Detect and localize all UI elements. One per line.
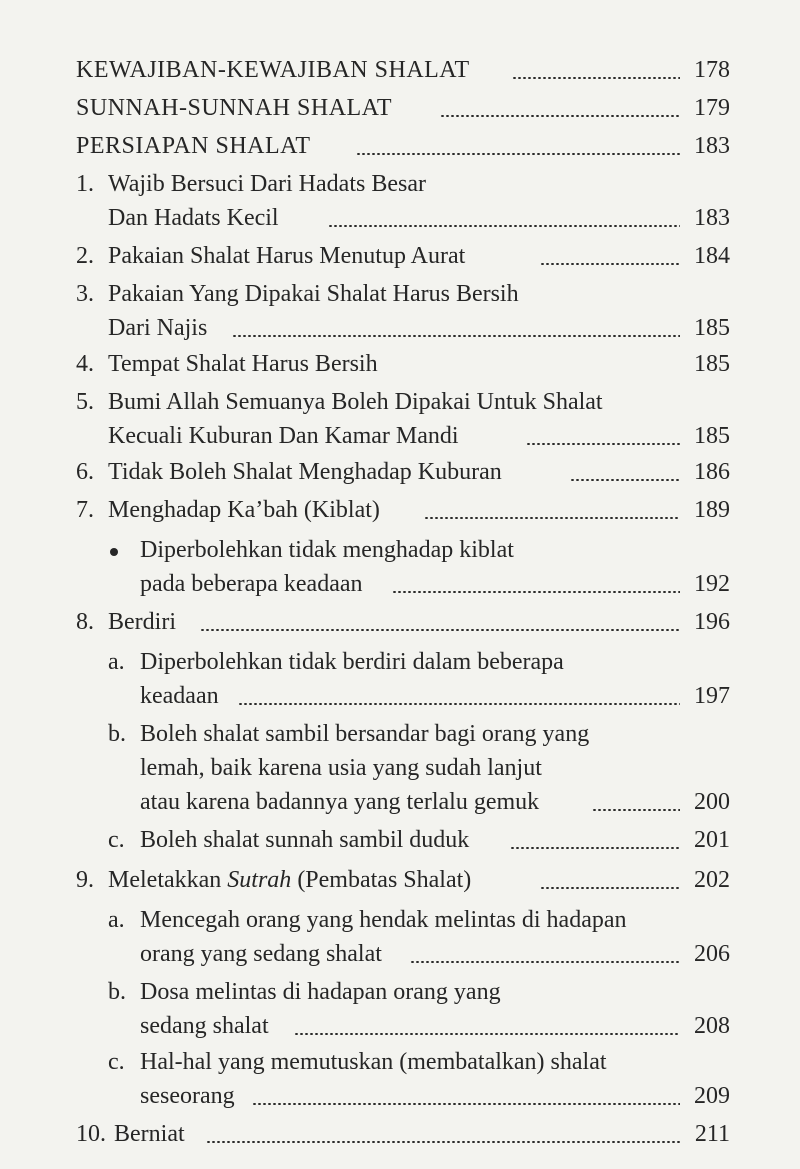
- toc-entry-page: 185: [694, 423, 730, 449]
- toc-entry: [0, 384, 800, 420]
- toc-entry: [0, 90, 800, 126]
- toc-entry-number: 5.: [76, 389, 94, 415]
- toc-entry-title: SUNNAH-SUNNAH SHALAT: [76, 95, 393, 121]
- toc-entry-title: Boleh shalat sambil bersandar bagi orang yang: [140, 721, 590, 747]
- toc-entry-title: Diperbolehkan tidak berdiri dalam beberapa: [140, 649, 564, 675]
- toc-entry: [0, 902, 800, 938]
- leader-dots: [294, 1033, 680, 1035]
- toc-entry-title: Berdiri: [108, 609, 176, 635]
- toc-entry-number: 9.: [76, 867, 94, 893]
- toc-entry-number: 2.: [76, 243, 94, 269]
- toc-entry: [0, 128, 800, 164]
- toc-entry-page: 184: [694, 243, 730, 269]
- toc-entry-title: seseorang: [140, 1083, 235, 1109]
- toc-entry-title: sedang shalat: [140, 1013, 269, 1039]
- toc-title-italic: Sutrah: [227, 867, 292, 893]
- leader-dots: [510, 847, 680, 849]
- toc-title-part: Meletakkan: [108, 867, 228, 893]
- toc-entry-continuation: [0, 1008, 800, 1044]
- toc-entry-number: 8.: [76, 609, 94, 635]
- toc-entry-page: 197: [694, 683, 730, 709]
- toc-entry-title: Tempat Shalat Harus Bersih: [108, 351, 378, 377]
- leader-dots: [238, 703, 680, 705]
- toc-entry-page: 186: [694, 459, 730, 485]
- toc-entry-continuation: [0, 750, 800, 786]
- toc-entry-letter: b.: [108, 721, 126, 747]
- toc-entry-title: keadaan: [140, 683, 219, 709]
- toc-entry-page: 208: [694, 1013, 730, 1039]
- toc-entry-page: 179: [694, 95, 730, 121]
- toc-entry-page: 206: [694, 941, 730, 967]
- toc-entry-title: Pakaian Shalat Harus Menutup Aurat: [108, 243, 466, 269]
- toc-entry: [0, 716, 800, 752]
- leader-dots: [206, 1141, 680, 1143]
- toc-entry: [0, 644, 800, 680]
- toc-entry-page: 211: [694, 1121, 730, 1147]
- leader-dots: [440, 115, 680, 117]
- toc-entry-title: atau karena badannya yang terlalu gemuk: [140, 789, 540, 815]
- toc-entry-title: Diperbolehkan tidak menghadap kiblat: [140, 537, 514, 563]
- toc-entry-title: KEWAJIBAN-KEWAJIBAN SHALAT: [76, 57, 470, 83]
- toc-entry-continuation: [0, 1078, 800, 1114]
- leader-dots: [356, 153, 680, 155]
- leader-dots: [328, 225, 680, 227]
- leader-dots: [424, 517, 680, 519]
- toc-entry-title: Mencegah orang yang hendak melintas di hadapan: [140, 907, 627, 933]
- toc-entry-letter: a.: [108, 649, 125, 675]
- toc-entry-letter: c.: [108, 827, 125, 853]
- toc-entry-title: pada beberapa keadaan: [140, 571, 363, 597]
- toc-entry-page: 185: [694, 315, 730, 341]
- toc-entry-title: orang yang sedang shalat: [140, 941, 382, 967]
- toc-entry-page: 201: [694, 827, 730, 853]
- toc-entry-page: 196: [694, 609, 730, 635]
- toc-entry-letter: c.: [108, 1049, 125, 1075]
- toc-entry: [0, 1116, 800, 1152]
- toc-entry-page: 209: [694, 1083, 730, 1109]
- toc-entry-page: 183: [694, 205, 730, 231]
- toc-entry: [0, 52, 800, 88]
- toc-entry-page: 183: [694, 133, 730, 159]
- toc-entry-number: 6.: [76, 459, 94, 485]
- toc-entry-title: Berniat: [114, 1121, 185, 1147]
- toc-entry-title: Kecuali Kuburan Dan Kamar Mandi: [108, 423, 459, 449]
- toc-entry-letter: b.: [108, 979, 126, 1005]
- toc-entry-number: 1.: [76, 171, 94, 197]
- leader-dots: [570, 479, 680, 481]
- toc-entry-letter: a.: [108, 907, 125, 933]
- toc-entry-page: 189: [694, 497, 730, 523]
- toc-entry: [0, 492, 800, 528]
- toc-entry: [0, 276, 800, 312]
- leader-dots: [252, 1103, 680, 1105]
- toc-entry-continuation: [0, 200, 800, 236]
- toc-entry-continuation: [0, 566, 800, 602]
- leader-dots: [540, 887, 680, 889]
- toc-entry-page: 178: [694, 57, 730, 83]
- toc-entry-title: lemah, baik karena usia yang sudah lanjut: [140, 755, 542, 781]
- leader-dots: [232, 335, 680, 337]
- toc-entry: [0, 238, 800, 274]
- toc-entry-page: 200: [694, 789, 730, 815]
- toc-entry: [0, 454, 800, 490]
- toc-entry: [0, 974, 800, 1010]
- toc-entry: [0, 1044, 800, 1080]
- toc-entry: [0, 822, 800, 858]
- toc-entry-title: Pakaian Yang Dipakai Shalat Harus Bersih: [108, 281, 519, 307]
- toc-entry-title: Dosa melintas di hadapan orang yang: [140, 979, 501, 1005]
- toc-entry-title: Menghadap Ka’bah (Kiblat): [108, 497, 380, 523]
- leader-dots: [392, 591, 680, 593]
- toc-entry-page: 202: [694, 867, 730, 893]
- toc-entry-continuation: [0, 418, 800, 454]
- toc-entry-continuation: [0, 310, 800, 346]
- toc-entry-number: 10.: [76, 1121, 106, 1147]
- toc-entry-title: PERSIAPAN SHALAT: [76, 133, 311, 159]
- toc-entry-continuation: [0, 678, 800, 714]
- toc-entry: [0, 604, 800, 640]
- toc-entry-title: Tidak Boleh Shalat Menghadap Kuburan: [108, 459, 502, 485]
- toc-entry: [0, 166, 800, 202]
- leader-dots: [200, 629, 680, 631]
- toc-entry: [0, 346, 800, 382]
- toc-entry-title: Hal-hal yang memutuskan (membatalkan) shalat: [140, 1049, 607, 1075]
- toc-title-part: (Pembatas Shalat): [291, 867, 472, 893]
- toc-entry-title: Boleh shalat sunnah sambil duduk: [140, 827, 470, 853]
- leader-dots: [540, 263, 680, 265]
- toc-entry-number: 4.: [76, 351, 94, 377]
- toc-entry-continuation: [0, 936, 800, 972]
- toc-entry-title: Dari Najis: [108, 315, 208, 341]
- leader-dots: [526, 443, 680, 445]
- toc-entry-page: 192: [694, 571, 730, 597]
- toc-entry-number: 7.: [76, 497, 94, 523]
- toc-entry: [0, 532, 800, 568]
- bullet-icon: [110, 548, 118, 556]
- toc-entry-page: 185: [694, 351, 730, 377]
- leader-dots: [410, 961, 680, 963]
- toc-entry-title: Bumi Allah Semuanya Boleh Dipakai Untuk Shalat: [108, 389, 603, 415]
- toc-entry: [0, 862, 800, 898]
- leader-dots: [592, 809, 680, 811]
- toc-entry-number: 3.: [76, 281, 94, 307]
- toc-entry-continuation: [0, 784, 800, 820]
- leader-dots: [512, 77, 680, 79]
- toc-entry-title: Dan Hadats Kecil: [108, 205, 279, 231]
- toc-entry-title: Wajib Bersuci Dari Hadats Besar: [108, 171, 426, 197]
- toc-entry-title: [108, 862, 471, 898]
